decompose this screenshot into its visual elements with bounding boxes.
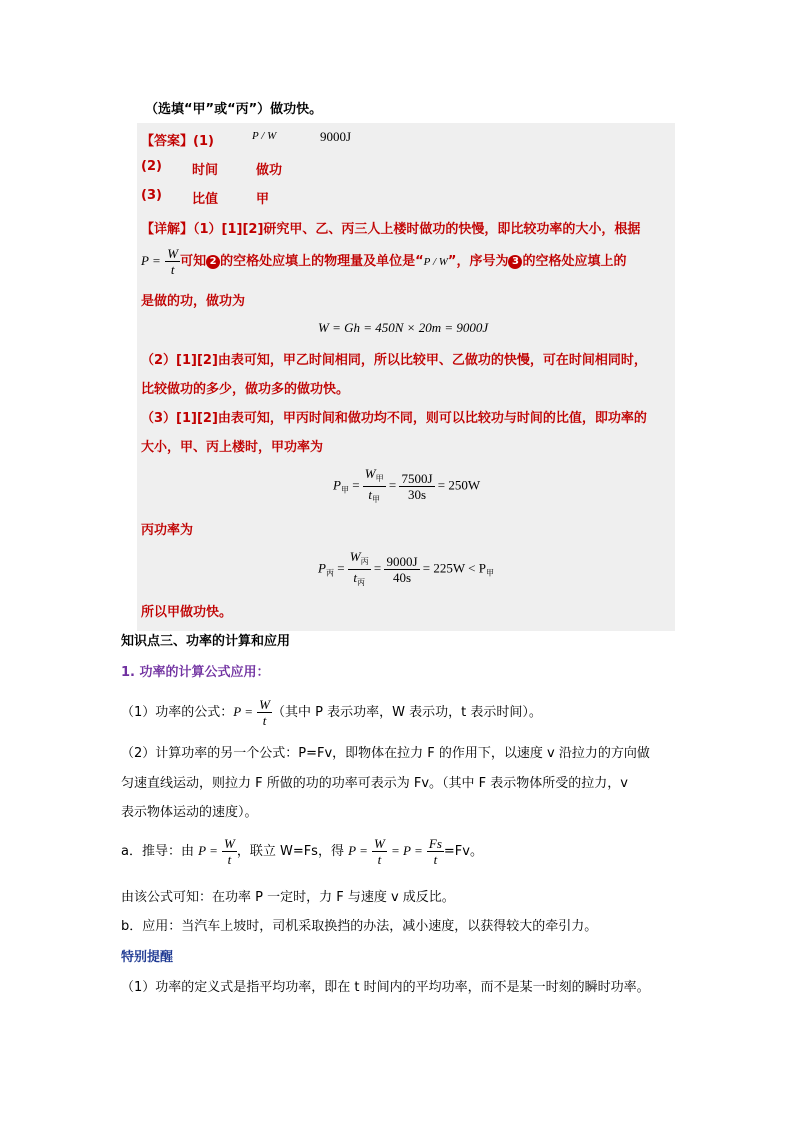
- conclusion-line: 由该公式可知：在功率 P 一定时，力 F 与速度 v 成反比。: [121, 890, 455, 905]
- detail-paragraph-2: P = $\frac{W}{t}$ 可知 2 的空格处应填上的物理量及单位是“P / W”，序号为 3 的空格处应填上的: [141, 246, 627, 277]
- knowledge-line-3: 匀速直线运动，则拉力 F 所做的功的功率可表示为 Fv。（其中 F 表示物体所受的拉力，v: [121, 776, 628, 791]
- answer-1-unit: P / W: [252, 130, 277, 142]
- detail-paragraph-8: 丙功率为: [141, 523, 194, 538]
- detail-unit: P / W: [423, 256, 448, 268]
- knowledge-line-2: （2）计算功率的另一个公式：P=Fv，即物体在拉力 F 的作用下，以速度 v 沿拉力的方向做: [121, 746, 650, 761]
- detail-paragraph-3: 是做的功，做功为: [141, 294, 246, 309]
- derivation-line: a．推导：由 P = $\frac{W}{t}$ ，联立 W=Fs，得 P = $\frac{W}{t}$ = P = $\frac{Fs}{t}$ =Fv。: [121, 836, 483, 867]
- answer-2-value-1: 时间: [192, 163, 219, 178]
- detail-paragraph-7: 大小，甲、丙上楼时，甲功率为: [141, 440, 324, 455]
- sub-title: 1. 功率的计算公式应用：: [121, 665, 270, 680]
- knowledge-line-1: （1）功率的公式：P = $\frac{W}{t}$ （其中 P 表示功率，W 表示功，t 表示时间）。: [121, 697, 542, 728]
- detail-paragraph-6: （3）[1][2]由表可知，甲丙时间和做功均不同，则可以比较功与时间的比值，即功率的: [141, 411, 647, 426]
- detail-p-symbol: P =: [141, 253, 161, 268]
- answer-3-value-1: 比值: [192, 192, 219, 207]
- answer-3-value-2: 甲: [256, 192, 270, 207]
- section-title: 知识点三、功率的计算和应用: [121, 634, 291, 649]
- detail-paragraph-5: 比较做功的多少，做功多的做功快。: [141, 382, 350, 397]
- answer-label: 【答案】(1): [141, 134, 214, 149]
- detail-label: 【详解】: [141, 222, 194, 237]
- detail-paragraph-9: 所以甲做功快。: [141, 605, 233, 620]
- knowledge-line-4: 表示物体运动的速度）。: [121, 805, 258, 820]
- detail-paragraph-1: [141, 218, 640, 237]
- detail-fraction: $\frac{W}{t}$: [167, 246, 179, 277]
- tip-title: 特别提醒: [121, 950, 174, 965]
- formula-power-jia: $P_甲$ = $\frac{W_甲}{t_甲}$ = $\frac{7500J}{30s}$ = 250W: [333, 466, 481, 504]
- application-line: b．应用：当汽车上坡时，司机采取换挡的办法，减小速度，以获得较大的牵引力。: [121, 919, 598, 934]
- intro-line: （选填“甲”或“丙”）做功快。: [145, 102, 323, 117]
- detail-text-1: （1）[1][2]研究甲、乙、丙三人上楼时做功的快慢，即比较功率的大小，根据: [193, 222, 641, 237]
- formula-work: W = Gh = 450N × 20m = 9000J: [318, 320, 489, 335]
- answer-3-number: (3): [141, 188, 162, 203]
- tip-line: （1）功率的定义式是指平均功率，即在 t 时间内的平均功率，而不是某一时刻的瞬时功率。: [121, 980, 650, 995]
- detail-paragraph-4: （2）[1][2]由表可知，甲乙时间相同，所以比较甲、乙做功的快慢，可在时间相同时，: [141, 353, 647, 368]
- answer-1-value: 9000J: [320, 129, 352, 144]
- formula-power-bing: $P_丙$ = $\frac{W_丙}{t_丙}$ = $\frac{9000J}{40s}$ = $225W < P_甲$: [318, 549, 494, 587]
- answer-2-value-2: 做功: [256, 163, 283, 178]
- circle-number-2: 2: [206, 255, 220, 269]
- circle-number-3: 3: [508, 255, 522, 269]
- answer-2-number: (2): [141, 159, 162, 174]
- knowledge-fraction-1: $\frac{W}{t}$: [259, 697, 270, 728]
